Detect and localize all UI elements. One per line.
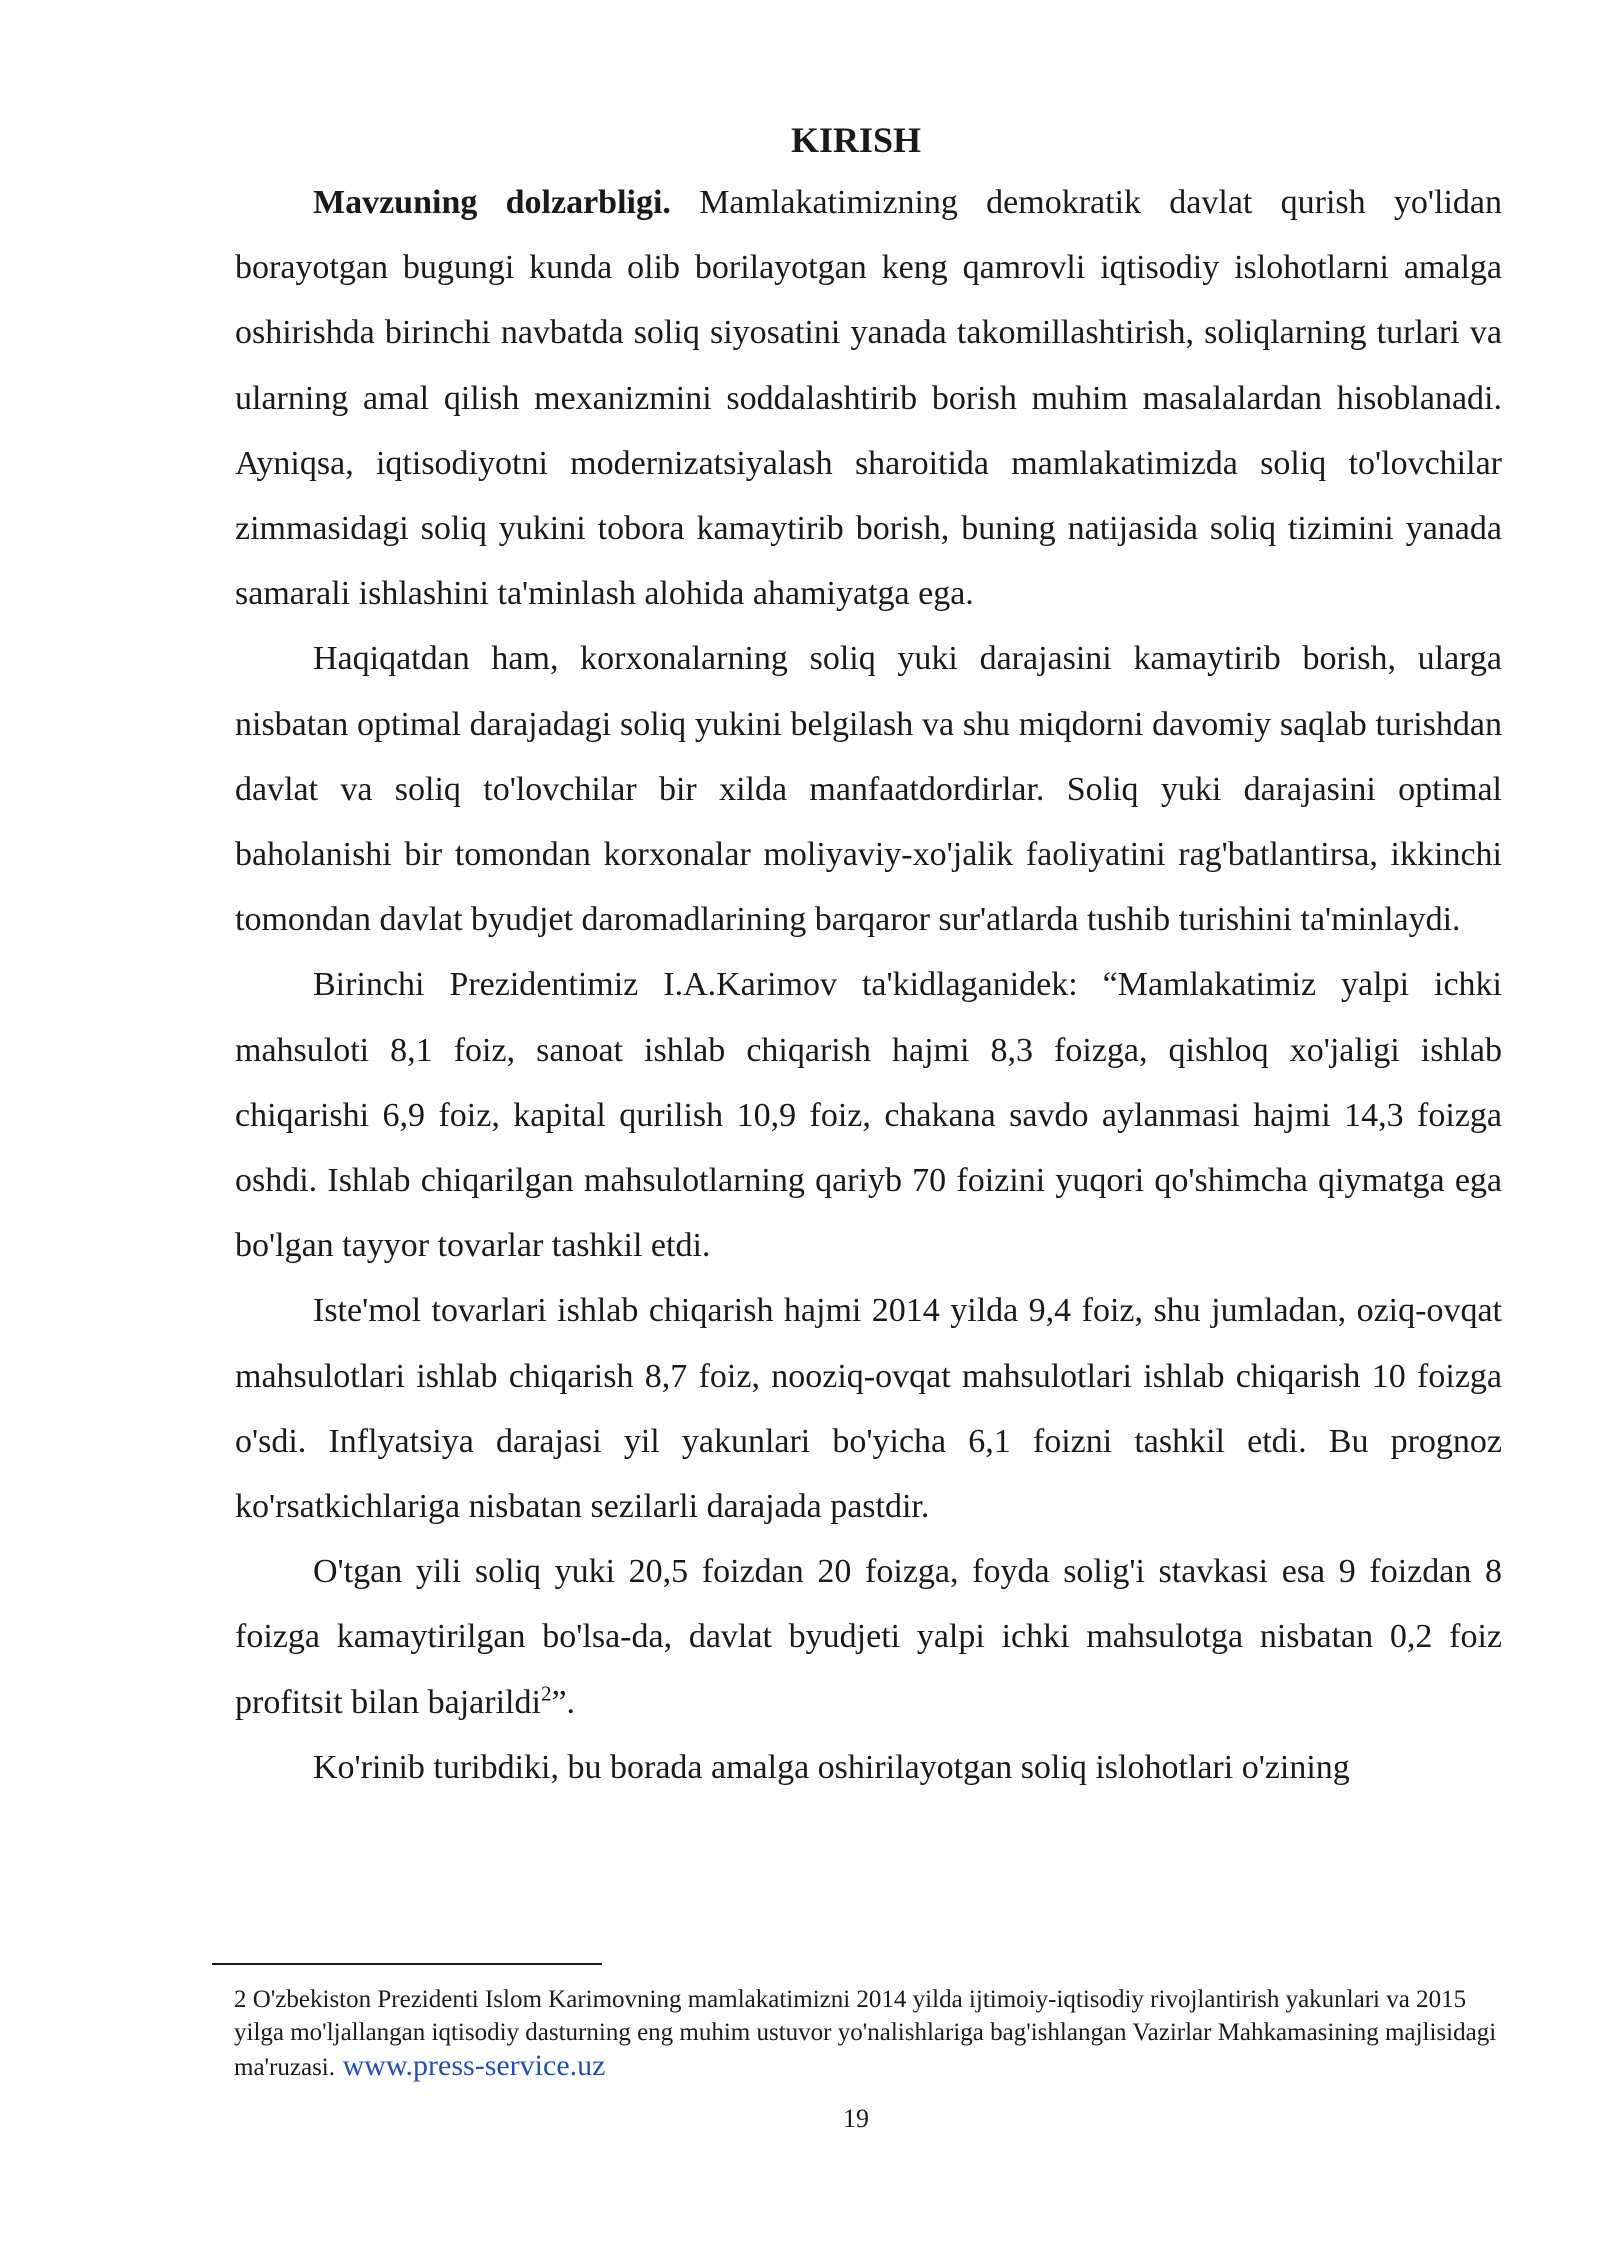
footnote-reference[interactable]: 2 [540, 1681, 552, 1706]
paragraph-5-tail: ”. [551, 1683, 576, 1721]
paragraph-5 [235, 1539, 1502, 1735]
paragraph-4: Iste'mol tovarlari ishlab chiqarish hajmi 2014 yilda 9,4 foiz, shu jumladan, oziq-ovqat mahsulotlari ishlab chiqarish 8,7 foiz, nooziq-ovqat mahsulotlari ishlab chiqarish 10 foizga o'sdi. Inflyatsiya darajasi yil yakunlari bo'yicha 6,1 foizni tashkil etdi. Bu prognoz ko'rsatkichlariga nisbatan sezilarli darajada pastdir. [235, 1292, 1502, 1526]
paragraph-1-text: Mamlakatimizning demokratik davlat qurish yo'lidan borayotgan bugungi kunda olib borilayotgan keng qamrovli iqtisodiy islohotlarni amalga oshirishda birinchi navbatda soliq siyosatini yanada takomillashtirish, soliqlarning turlari va ularning amal qilish mexanizmini soddalashtirib borish muhim masalalardan hisoblanadi. Ayniqsa, iqtisodiyotni modernizatsiyalash sharoitida mamlakatimizda soliq to'lovchilar zimmasidagi soliq yukini tobora kamaytirib borish, buning natijasida soliq tizimini yanada samarali ishlashini ta'minlash alohida ahamiyatga ega. [235, 184, 1503, 613]
paragraph-3: Birinchi Prezidentimiz I.A.Karimov ta'kidlaganidek: “Mamlakatimiz yalpi ichki mahsuloti 8,1 foiz, sanoat ishlab chiqarish hajmi 8,3 foizga, qishloq xo'jaligi ishlab chiqarishi 6,9 foiz, kapital qurilish 10,9 foiz, chakana savdo aylanmasi hajmi 14,3 foizga oshdi. Ishlab chiqarilgan mahsulotlarning qariyb 70 foizini yuqori qo'shimcha qiymatga ega bo'lgan tayyor tovarlar tashkil etdi. [235, 966, 1502, 1265]
paragraph-5-text: O'tgan yili soliq yuki 20,5 foizdan 20 foizga, foyda solig'i stavkasi esa 9 foizdan 8 foizga kamaytirilgan bo'lsa-da, davlat byudjeti yalpi ichki mahsulotga nisbatan 0,2 foiz profitsit bilan bajarildi [235, 1553, 1502, 1721]
footnote-separator [212, 1963, 602, 1965]
footnote [234, 1983, 1502, 2084]
paragraph-6: Ko'rinib turibdiki, bu borada amalga oshirilayotgan soliq islohotlari o'zining [313, 1748, 1350, 1786]
page-number: 19 [843, 2104, 869, 2133]
body-text [235, 170, 1502, 1800]
paragraph-2: Haqiqatdan ham, korxonalarning soliq yuki darajasini kamaytirib borish, ularga nisbatan optimal darajadagi soliq yukini belgilash va shu miqdorni davomiy saqlab turishdan davlat va soliq to'lovchilar bir xilda manfaatdordirlar. Soliq yuki darajasini optimal baholanishi bir tomondan korxonalar moliyaviy-xo'jalik faoliyatini rag'batlantirsa, ikkinchi tomondan davlat byudjet daromadlarining barqaror sur'atlarda tushib turishini ta'minlaydi. [235, 640, 1502, 939]
footnote-text: 2 O'zbekiston Prezidenti Islom Karimovning mamlakatimizni 2014 yilda ijtimoiy-iqtisodiy rivojlantirish yakunlari va 2015 yilga mo'ljallangan iqtisodiy dasturning eng muhim ustuvor yo'nalishlariga bag'ishlangan Vazirlar Mahkamasining majlisidagi ma'ruzasi. [234, 1986, 1497, 2081]
section-heading: KIRISH [790, 120, 922, 160]
paragraph-1 [235, 170, 1502, 626]
paragraph-lead: Mavzuning dolzarbligi. [313, 184, 671, 221]
footnote-link[interactable]: www.press-service.uz [335, 2049, 606, 2082]
